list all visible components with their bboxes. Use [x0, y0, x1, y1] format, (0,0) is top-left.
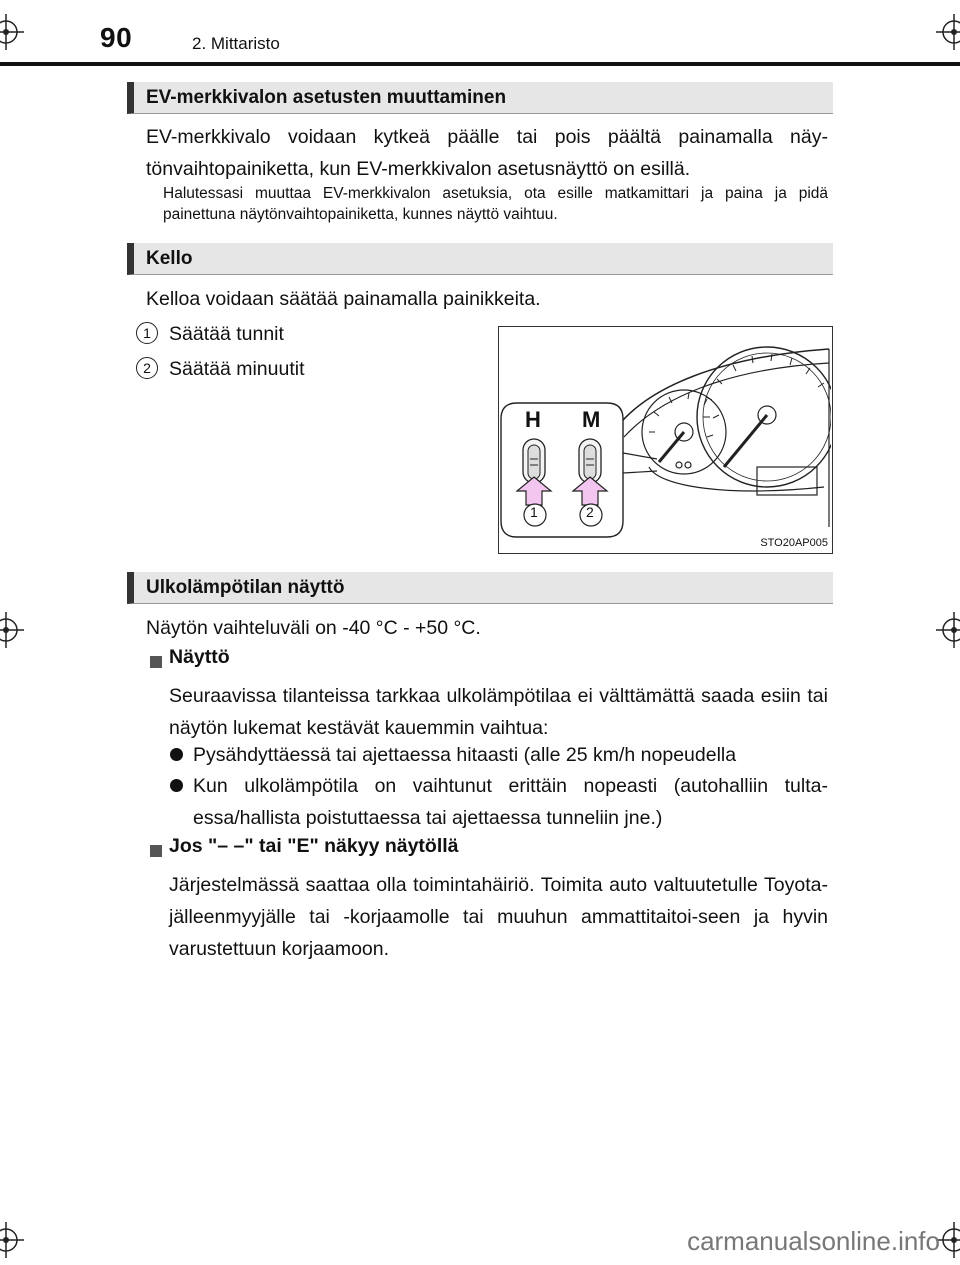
- callout-number: 1: [136, 322, 158, 344]
- button-label-m: M: [582, 407, 601, 432]
- subheading-error: Jos "– –" tai "E" näkyy näytöllä: [169, 835, 459, 857]
- temp-range-paragraph: Näytön vaihteluväli on -40 °C - +50 °C.: [146, 617, 481, 639]
- square-bullet-icon: [150, 845, 162, 857]
- bullet-item: Pysähdyttäessä tai ajettaessa hitaasti (alle 25 km/h nopeudella: [193, 744, 737, 766]
- crop-mark-icon: [0, 612, 24, 648]
- instrument-cluster-figure: [498, 326, 833, 554]
- figure-callout-2: 2: [586, 504, 594, 520]
- instrument-cluster-illustration: [499, 327, 831, 552]
- subheading-display: Näyttö: [169, 646, 230, 668]
- round-bullet-icon: [170, 748, 183, 761]
- section-heading-outside-temp: [127, 572, 833, 604]
- header-rule: [0, 62, 960, 66]
- button-label-h: H: [525, 407, 541, 432]
- section-heading-ev: [127, 82, 833, 114]
- clock-paragraph: Kelloa voidaan säätää painamalla painikkeita.: [146, 288, 541, 310]
- section-heading-clock: [127, 243, 833, 275]
- display-paragraph: Seuraavissa tilanteissa tarkkaa ulkolämpötilaa ei välttämättä saada esiin tai näytön lukemat kestävät kauemmin vaihtua:: [169, 685, 828, 739]
- figure-code: STO20AP005: [760, 537, 828, 549]
- figure-callout-1: 1: [530, 504, 538, 520]
- ev-note: Halutessasi muuttaa EV-merkkivalon asetuksia, ota esille matkamittari ja paina ja pidä painettuna näytönvaihtopainiketta, kunnes näyttö vaihtuu.: [163, 185, 828, 223]
- ev-paragraph: EV-merkkivalo voidaan kytkeä päälle tai pois päältä painamalla näy-tönvaihtopainiketta, kun EV-merkkivalon asetusnäyttö on esillä.: [146, 126, 828, 180]
- clock-item-minutes: Säätää minuutit: [169, 358, 305, 380]
- callout-number: 2: [136, 357, 158, 379]
- error-paragraph: Järjestelmässä saattaa olla toimintahäiriö. Toimita auto valtuutetulle Toyota-jälleenmyyjälle tai -korjaamolle tai muuhun ammattitaitoi-seen ja hyvin varustettuun korjaamoon.: [169, 874, 828, 960]
- crop-mark-icon: [0, 14, 24, 50]
- watermark: carmanualsonline.info: [687, 1226, 940, 1256]
- section-title: EV-merkkivalon asetusten muuttaminen: [146, 87, 507, 108]
- section-title: Kello: [146, 248, 193, 269]
- clock-item-hours: Säätää tunnit: [169, 323, 284, 345]
- crop-mark-icon: [936, 612, 960, 648]
- page-number: 90: [100, 22, 133, 53]
- crop-mark-icon: [0, 1222, 24, 1258]
- bullet-item: Kun ulkolämpötila on vaihtunut erittäin nopeasti (autohalliin tulta-essa/hallista poistuttaessa tai ajettaessa tunneliin jne.): [193, 775, 828, 829]
- square-bullet-icon: [150, 656, 162, 668]
- section-title: Ulkolämpötilan näyttö: [146, 577, 345, 598]
- round-bullet-icon: [170, 779, 183, 792]
- crop-mark-icon: [936, 14, 960, 50]
- chapter-title: 2. Mittaristo: [192, 34, 280, 53]
